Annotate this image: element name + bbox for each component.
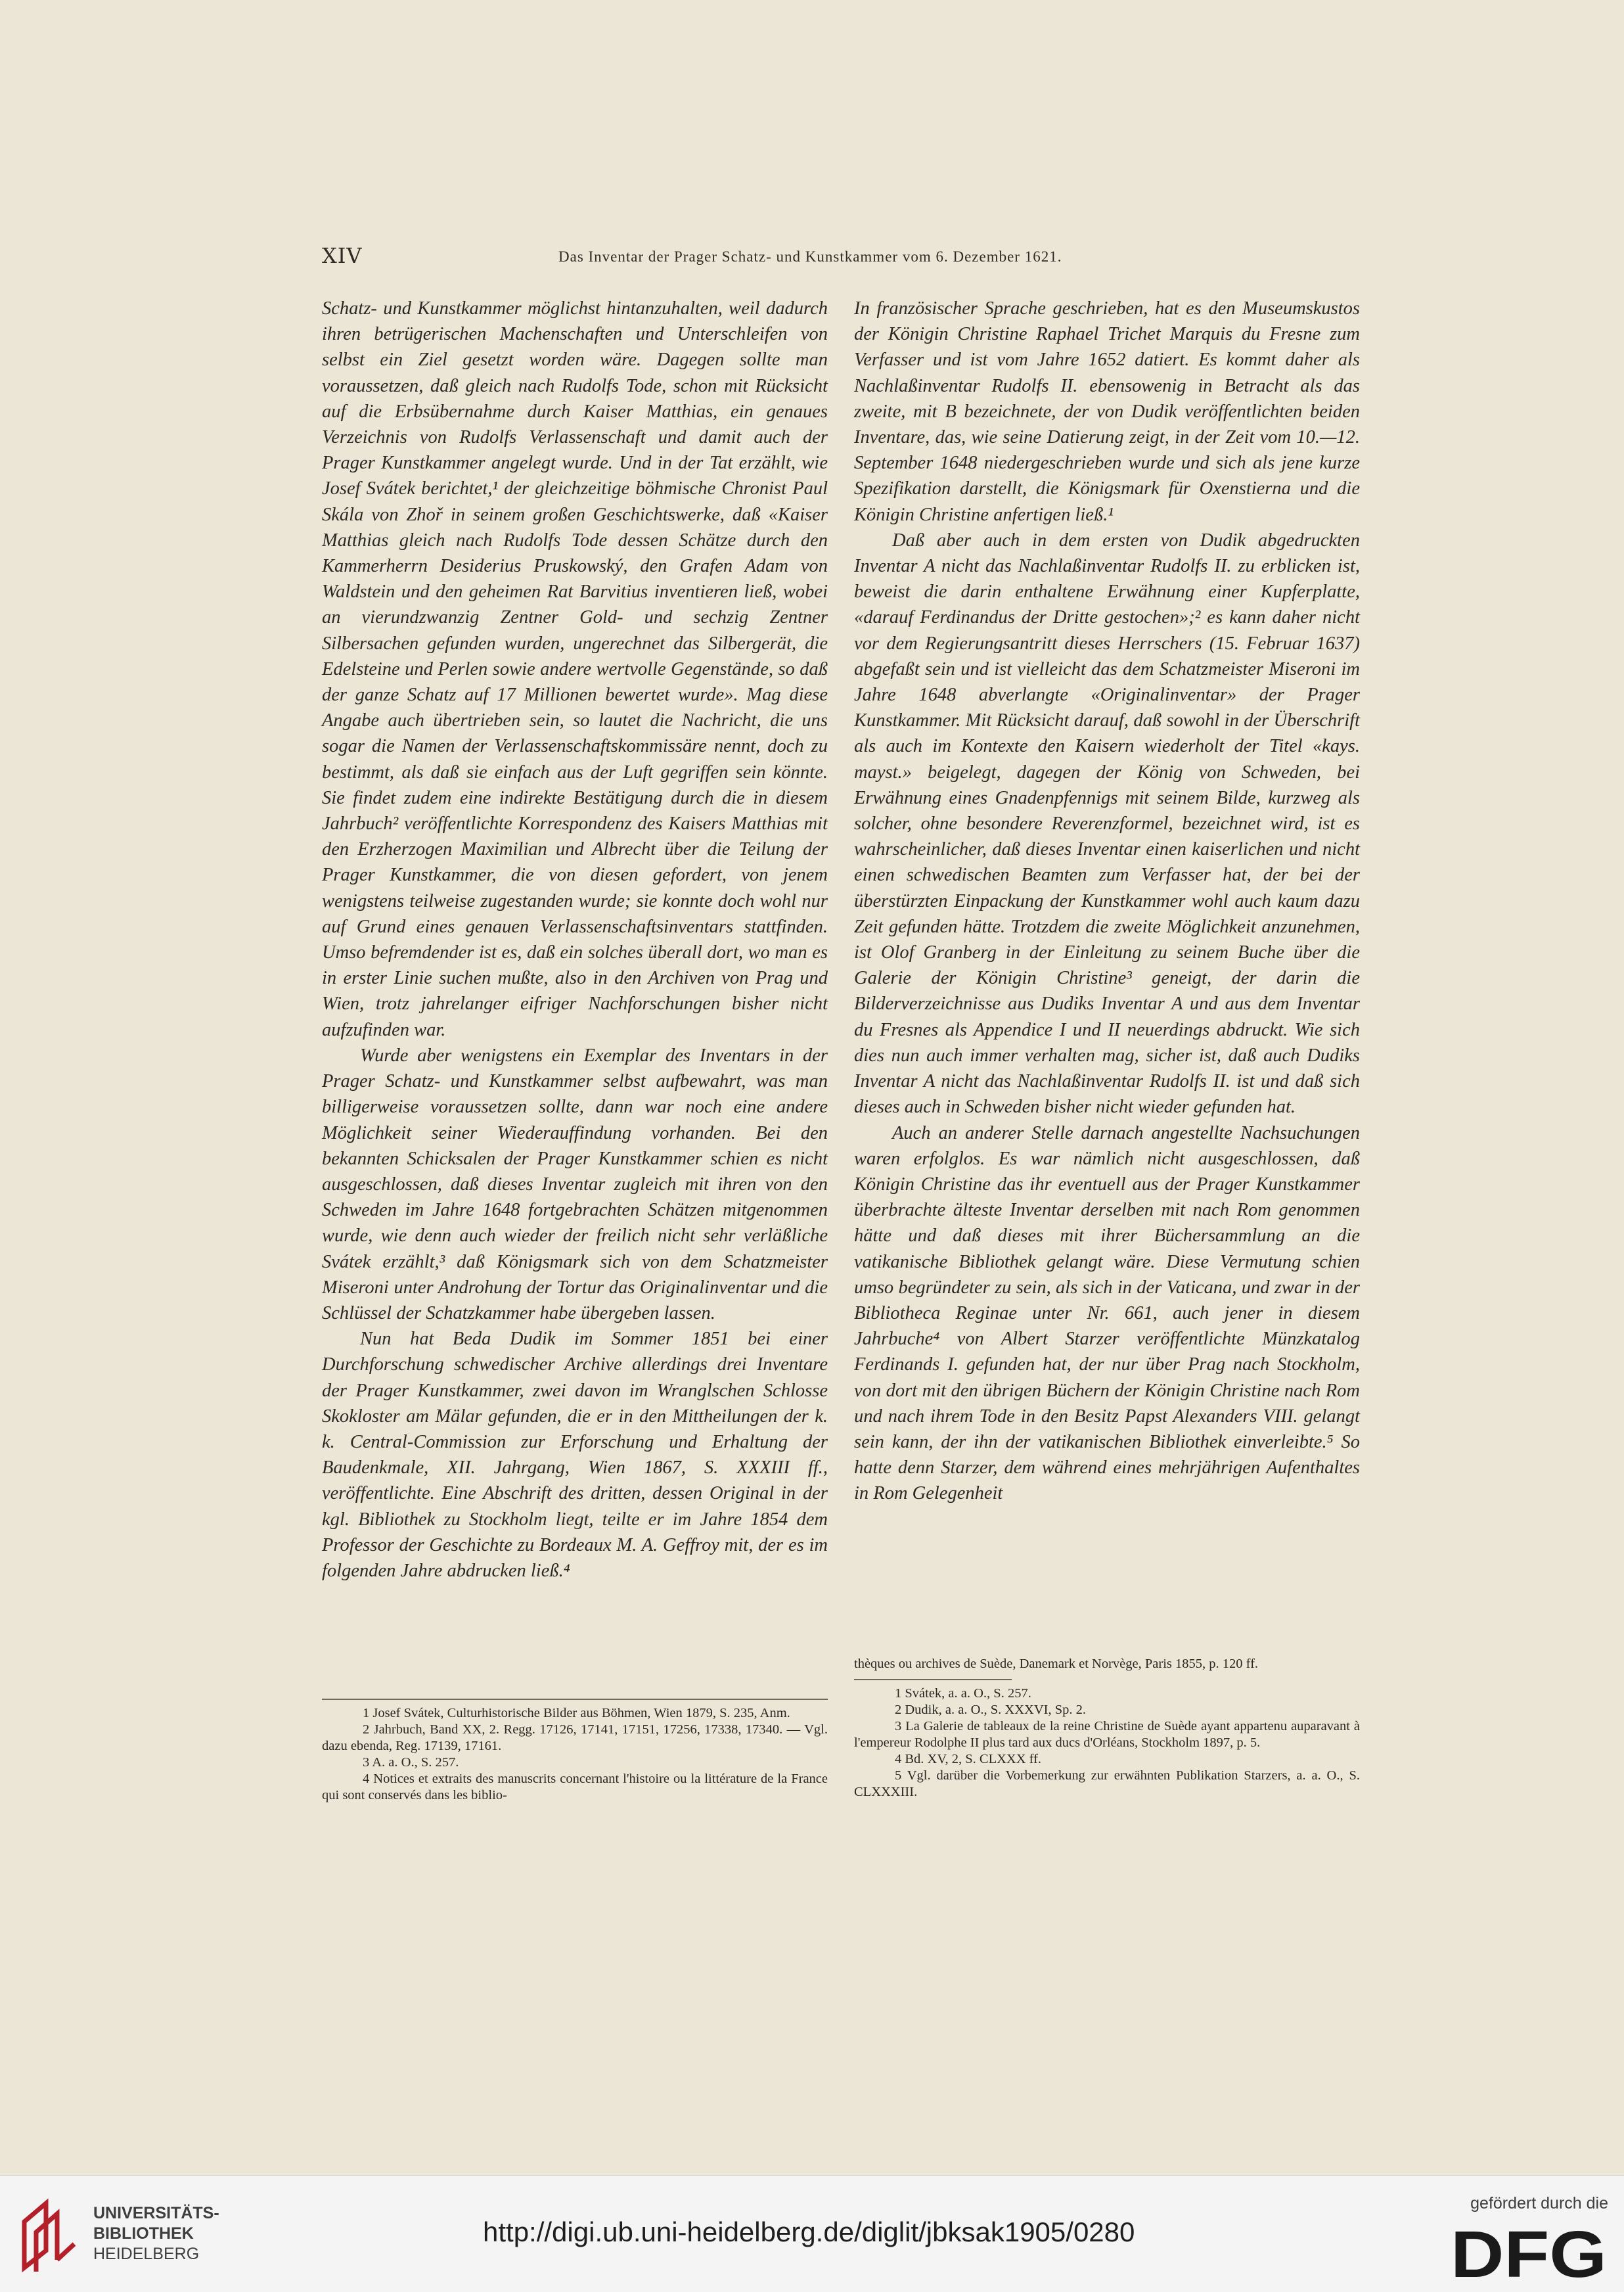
footnote: 4 Notices et extraits des manuscrits concernant l'histoire ou la littérature de la France qui sont conservés dans les biblio- xyxy=(322,1772,828,1802)
permalink-url[interactable]: http://digi.ub.uni-heidelberg.de/diglit/jbksak1905/0280 xyxy=(483,2216,1135,2247)
page-folio: XIV xyxy=(322,243,363,268)
footnote: 3 La Galerie de tableaux de la reine Christine de Suède ayant appartenu auparavant à l'empereur Rodolphe II plus tard aux ducs d'Orléans, Stockholm 1897, p. 5. xyxy=(854,1719,1360,1750)
footnotes-right xyxy=(854,1656,1360,1800)
footnote: 2 Dudik, a. a. O., S. XXXVI, Sp. 2. xyxy=(895,1703,1086,1717)
running-head xyxy=(322,243,1360,276)
footnote: 1 Josef Svátek, Culturhistorische Bilder aus Böhmen, Wien 1879, S. 235, Anm. xyxy=(363,1706,790,1720)
dfg-logo-icon[interactable] xyxy=(1448,2224,1610,2281)
library-name: UNIVERSITÄTS- BIBLIOTHEK HEIDELBERG xyxy=(93,2204,219,2263)
svg-text:DFG: DFG xyxy=(1451,2224,1607,2281)
left-text-column xyxy=(322,296,828,1584)
right-text-column xyxy=(854,296,1360,1507)
heidelberg-library-logo-icon[interactable] xyxy=(16,2195,82,2274)
paragraph: Wurde aber wenigstens ein Exemplar des Inventars in der Prager Schatz- und Kunstkammer selbst aufbewahrt, was man billigerweise voraussetzen sollte, dann war noch eine andere Möglichkeit seiner Wiederauffindung vorhanden. Bei den bekannten Schicksalen der Prager Kunstkammer schien es nicht ausgeschlossen, daß dieses Inventar zugleich mit ihren von den Schweden im Jahre 1648 fortgebrachten Schätzen mitgenommen wurde, wie denn auch wieder der freilich nicht sehr verläßliche Svátek erzählt,³ daß Königsmark sich von dem Schatzmeister Miseroni unter Androhung der Tortur das Originalinventar und die Schlüssel der Schatzkammer habe übergeben lassen. xyxy=(322,1045,828,1323)
footnote: 4 Bd. XV, 2, S. CLXXX ff. xyxy=(895,1752,1042,1766)
footnote: 5 Vgl. darüber die Vorbemerkung zur erwähnten Publikation Starzers, a. a. O., S. CLXXXIII. xyxy=(854,1768,1360,1799)
paragraph: In französischer Sprache geschrieben, hat es den Museumskustos der Königin Christine Raphael Trichet Marquis du Fresne zum Verfasser und ist vom Jahre 1652 datiert. Es kommt daher als Nachlaßinventar Rudolfs II. ebensowenig in Betracht als das zweite, mit B bezeichnete, der von Dudik veröffentlichten beiden Inventare, das, wie seine Datierung zeigt, in der Zeit vom 10.—12. September 1648 niedergeschrieben wurde und sich als jene kurze Spezifikation darstellt, die Königsmark für Oxenstierna und die Königin Christine anfertigen ließ.¹ xyxy=(854,298,1360,525)
footnote-continuation: thèques ou archives de Suède, Danemark et Norvège, Paris 1855, p. 120 ff. xyxy=(854,1657,1259,1671)
footnote: 3 A. a. O., S. 257. xyxy=(363,1755,459,1770)
footnotes-left xyxy=(322,1699,828,1804)
footnote: 1 Svátek, a. a. O., S. 257. xyxy=(895,1686,1031,1701)
footnote: 2 Jahrbuch, Band XX, 2. Regg. 17126, 17141, 17151, 17256, 17338, 17340. — Vgl. dazu ebenda, Reg. 17139, 17161. xyxy=(322,1722,828,1753)
paragraph: Schatz- und Kunstkammer möglichst hintanzuhalten, weil dadurch ihren betrügerischen Machenschaften und Unterschleifen von selbst ein Ziel gesetzt worden wäre. Dagegen sollte man voraussetzen, daß gleich nach Rudolfs Tode, schon mit Rücksicht auf die Erbsübernahme durch Kaiser Matthias, ein genaues Verzeichnis von Rudolfs Verlassenschaft und damit auch der Prager Kunstkammer angelegt wurde. Und in der Tat erzählt, wie Josef Svátek berichtet,¹ der gleichzeitige böhmische Chronist Paul Skála von Zhoř in seinem großen Geschichtswerke, daß «Kaiser Matthias gleich nach Rudolfs Tode dessen Schätze durch den Kammerherrn Desiderius Pruskowský, den Grafen Adam von Waldstein und den geheimen Rat Barvitius inventieren ließ, wobei an vierundzwanzig Zentner Gold- und sechzig Zentner Silbersachen gefunden wurden, ungerechnet das Silbergerät, die Edelsteine und Perlen sowie andere wertvolle Gegenstände, so daß der ganze Schatz auf 17 Millionen bewertet wurde». Mag diese Angabe auch übertrieben sein, so lautet die Nachricht, die uns sogar die Namen der Verlassenschaftskommissäre nennt, doch zu bestimmt, als daß sie einfach aus der Luft gegriffen sein könnte. Sie findet zudem eine indirekte Bestätigung durch die in diesem Jahrbuch² veröffentlichte Korrespondenz des Kaisers Matthias mit den Erzherzogen Maximilian und Albrecht über die Teilung der Prager Kunstkammer, die von diesen gefordert, von jenem wenigstens teilweise zugestanden wurde; sie konnte doch wohl nur auf Grund eines genauen Verlassenschaftsinventars stattfinden. Umso befremdender ist es, daß ein solches überall dort, wo man es in erster Linie suchen mußte, also in den Archiven von Prag und Wien, trotz jahrelanger eifriger Nachforschungen bisher nicht aufzufinden war. xyxy=(322,298,828,1040)
paragraph: Auch an anderer Stelle darnach angestellte Nachsuchungen waren erfolglos. Es war nämlich nicht ausgeschlossen, daß Königin Christine das ihr eventuell aus der Prager Kunstkammer überbrachte älteste Inventar derselben mit nach Rom genommen hätte und daß dieses mit ihrer Büchersammlung an die vatikanische Bibliothek gelangt wäre. Diese Vermutung schien umso begründeter zu sein, als sich in der Vaticana, und zwar in der Bibliotheca Reginae unter Nr. 661, auch jener in diesem Jahrbuche⁴ von Albert Starzer veröffentlichte Münzkatalog Ferdinands I. gefunden hat, der nur über Prag nach Stockholm, von dort mit den übrigen Büchern der Königin Christine nach Rom und nach ihrem Tode in den Besitz Papst Alexanders VIII. gelangt sein kann, der ihn der vatikanischen Bibliothek einverleibte.⁵ So hatte denn Starzer, dem während eines mehrjährigen Aufenthaltes in Rom Gelegenheit xyxy=(854,1122,1360,1504)
viewer-footer xyxy=(0,2175,1624,2292)
footnote-rule xyxy=(854,1679,1012,1680)
funder-label: gefördert durch die xyxy=(1470,2194,1608,2212)
paragraph: Nun hat Beda Dudik im Sommer 1851 bei einer Durchforschung schwedischer Archive allerdings drei Inventare der Prager Kunstkammer, zwei davon im Wranglschen Schlosse Skokloster am Mälar gefunden, die er in den Mittheilungen der k. k. Central-Commission zur Erforschung und Erhaltung der Baudenkmale, XII. Jahrgang, Wien 1867, S. XXXIII ff., veröffentlichte. Eine Abschrift des dritten, dessen Original in der kgl. Bibliothek zu Stockholm liegt, teilte er im Jahre 1854 dem Professor der Geschichte zu Bordeaux M. A. Geffroy mit, der es im folgenden Jahre abdrucken ließ.⁴ xyxy=(322,1329,828,1581)
paragraph: Daß aber auch in dem ersten von Dudik abgedruckten Inventar A nicht das Nachlaßinventar Rudolfs II. zu erblicken ist, beweist die darin enthaltene Erwähnung einer Kupferplatte, «darauf Ferdinandus der Dritte gestochen»;² es kann daher nicht vor dem Regierungsantritt dieses Herrschers (15. Februar 1637) abgefaßt sein und ist vielleicht das dem Schatzmeister Miseroni im Jahre 1648 abverlangte «Originalinventar» der Prager Kunstkammer. Mit Rücksicht darauf, daß sowohl in der Überschrift als auch im Kontexte den Kaisern wiederholt der Titel «kays. mayst.» beigelegt, dagegen der König von Schweden, bei Erwähnung eines Gnadenpfennigs mit seinem Bilde, kurzweg als solcher, ohne besondere Reverenzformel, bezeichnet wird, ist es wahrscheinlicher, daß dieses Inventar einen kaiserlichen und nicht einen schwedischen Beamten zum Verfasser hat, der bei der überstürzten Einpackung der Kunstkammer wohl auch kaum dazu Zeit gefunden hätte. Trotzdem die zweite Möglichkeit anzunehmen, ist Olof Granberg in der Einleitung zu seinem Buche über die Galerie der Königin Christine³ geneigt, der darin die Bilderverzeichnisse aus Dudiks Inventar A und aus dem Inventar du Fresnes als Appendice I und II neuerdings abdruckt. Wie sich dies nun auch immer verhalten mag, sicher ist, daß auch Dudiks Inventar A nicht das Nachlaßinventar Rudolfs II. ist und daß sich dieses auch in Schweden bisher nicht wieder gefunden hat. xyxy=(854,530,1360,1118)
running-title: Das Inventar der Prager Schatz- und Kunstkammer vom 6. Dezember 1621. xyxy=(558,248,1062,265)
